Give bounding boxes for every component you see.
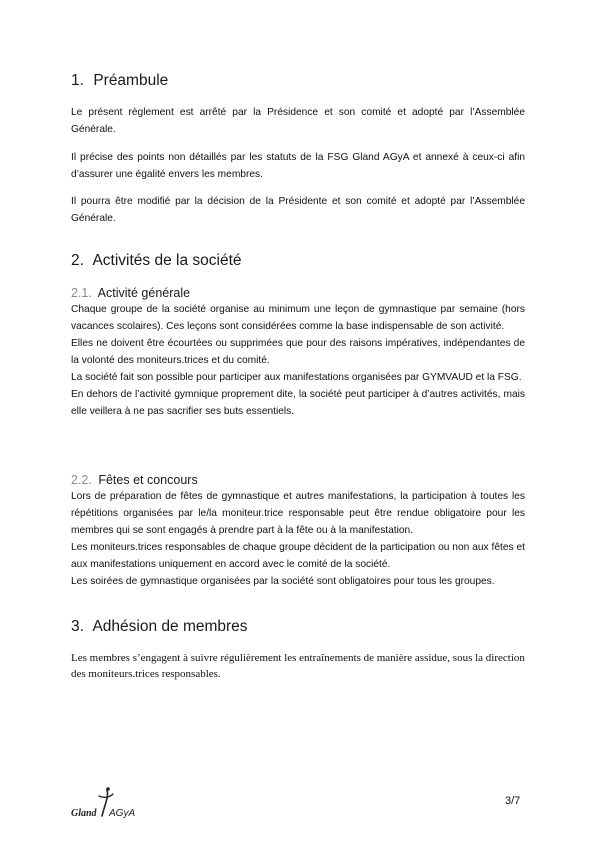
- section-number: 2.: [71, 252, 84, 269]
- paragraph-text: En dehors de l’activité gymnique proprement dite, la société peut participer à d’autres activités, mais elle veillera à ne pas sacrifier ses buts essentiels.: [71, 389, 525, 417]
- paragraph-text: Chaque groupe de la société organise au minimum une leçon de gymnastique par semaine (hors vacances scolaires). Ces leçons sont considérées comme la base indispensable de son activité.: [71, 304, 525, 332]
- paragraph: [71, 149, 525, 183]
- subsection-body: [71, 488, 525, 590]
- section-number: 1.: [71, 72, 84, 89]
- paragraph-text: Les soirées de gymnastique organisées par la société sont obligatoires pour tous les groupes.: [71, 576, 495, 587]
- paragraph: [71, 650, 525, 682]
- logo-graphic: [71, 786, 141, 822]
- section-heading-preambule: [71, 72, 168, 90]
- subsection-number: 2.1.: [71, 286, 92, 300]
- section-title: Activités de la société: [92, 252, 242, 269]
- paragraph-text: Le présent règlement est arrêté par la Présidence et son comité et adopté par l’Assemblée Générale.: [71, 107, 525, 135]
- section-title: Adhésion de membres: [92, 618, 248, 635]
- svg-text:AGyA: AGyA: [109, 808, 136, 819]
- subsection-heading-activite-generale: [71, 286, 190, 300]
- subsection-title: Fêtes et concours: [98, 473, 198, 487]
- subsection-body: [71, 301, 525, 420]
- paragraph-text: Les moniteurs.trices responsables de chaque groupe décident de la participation ou non aux fêtes et aux manifestations uniquement en accord avec le comité de la société.: [71, 542, 525, 570]
- subsection-number: 2.2.: [71, 473, 92, 487]
- paragraph-text: Elles ne doivent être écourtées ou supprimées que pour des raisons impératives, indépendantes de la volonté des moniteurs.trices et du comité.: [71, 338, 525, 366]
- page-number: 3/7: [505, 795, 521, 807]
- paragraph-text: Les membres s’engagent à suivre régulièrement les entraînements de manière assidue, sous la direction des moniteurs.trices responsables.: [71, 652, 525, 680]
- paragraph-text: Il pourra être modifié par la décision de la Présidente et son comité et adopté par l’Assemblée Générale.: [71, 196, 525, 224]
- section-heading-adhesion: [71, 618, 248, 636]
- paragraph-text: La société fait son possible pour participer aux manifestations organisées par GYMVAUD et la FSG.: [71, 372, 522, 383]
- paragraph: [71, 104, 525, 138]
- paragraph: [71, 193, 525, 227]
- subsection-title: Activité générale: [97, 286, 191, 300]
- svg-text:Gland: Gland: [71, 808, 97, 819]
- section-number: 3.: [71, 618, 84, 635]
- paragraph-text: Lors de préparation de fêtes de gymnastique et autres manifestations, la participation à toutes les répétitions organisées par le/la moniteur.trice responsable peut être rendue obligatoire pour les membres qui se sont engagés à prendre part à la fête ou à la manifestation.: [71, 491, 525, 536]
- paragraph-text: Il précise des points non détaillés par les statuts de la FSG Gland AGyA et annexé à ceux-ci afin d’assurer une égalité envers les membres.: [71, 152, 525, 180]
- section-heading-activites: [71, 252, 242, 270]
- section-title: Préambule: [93, 72, 169, 89]
- club-logo: [71, 786, 141, 822]
- subsection-heading-fetes-concours: [71, 473, 198, 487]
